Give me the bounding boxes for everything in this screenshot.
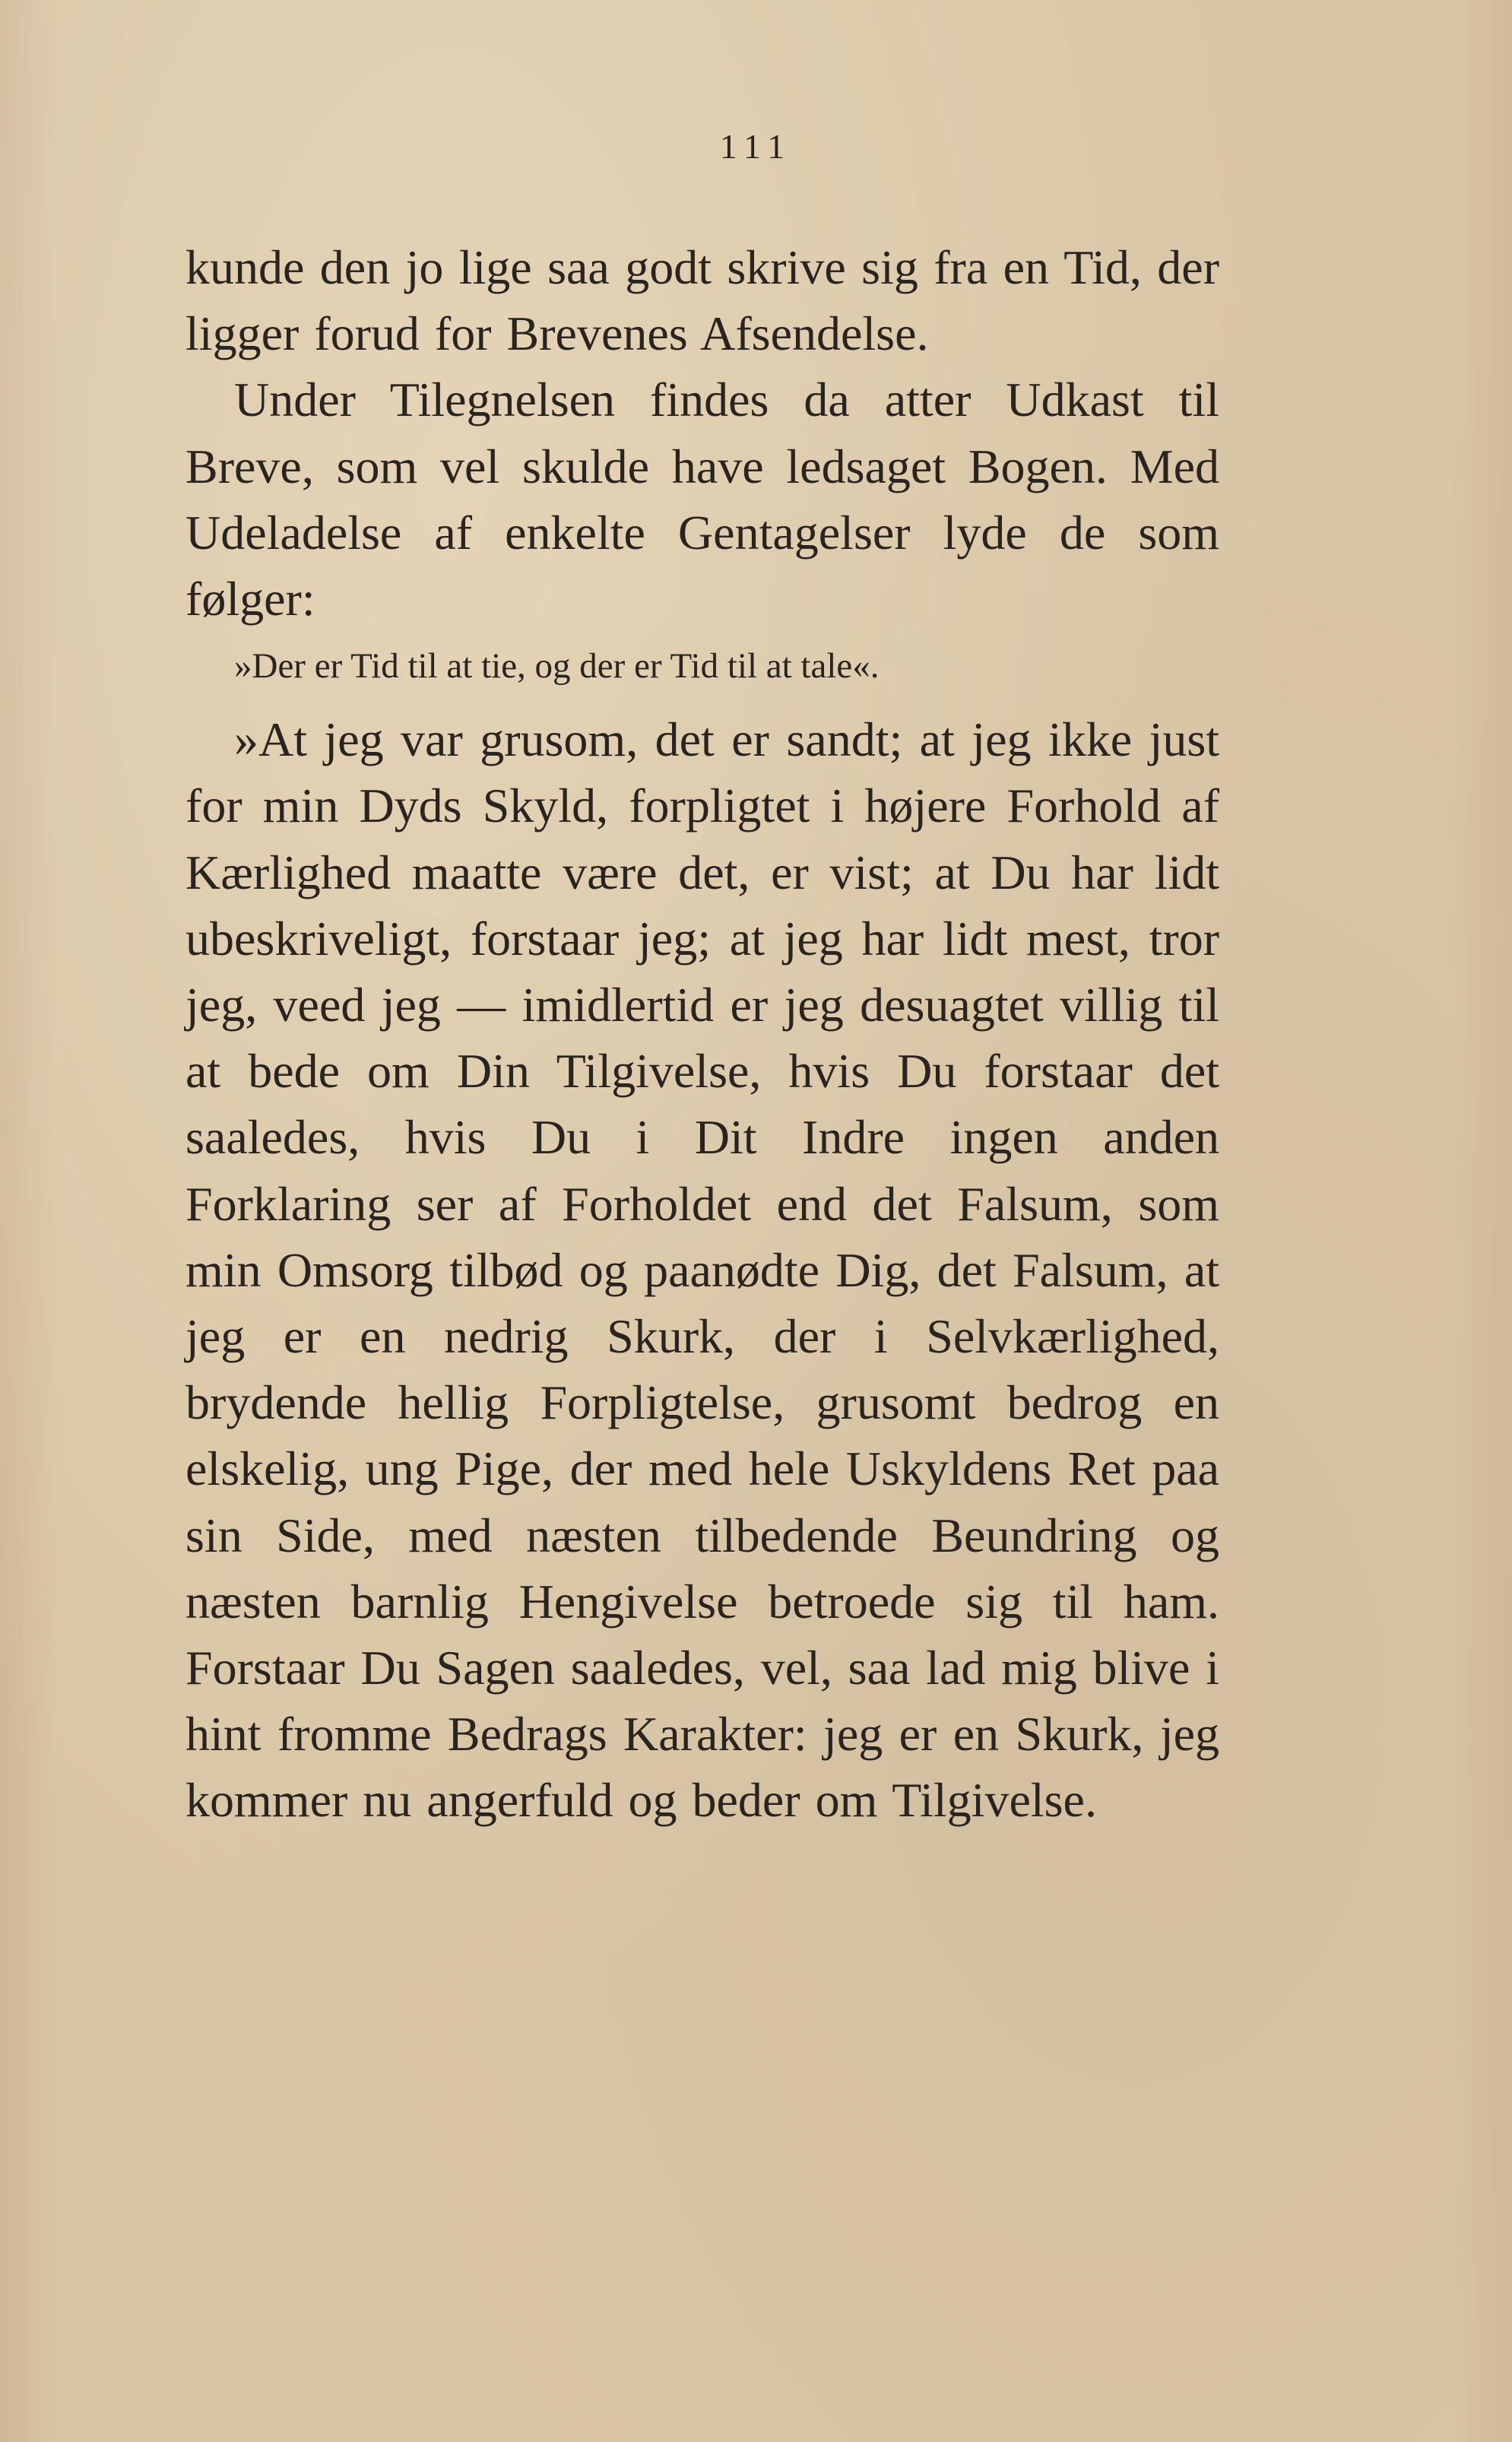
paragraph-1: kunde den jo lige saa godt skrive sig fra en Tid, der ligger forud for Brevenes Afsendelse.: [185, 240, 1219, 361]
paragraph-3: »At jeg var grusom, det er sandt; at jeg ikke just for min Dyds Skyld, forpligtet i højere Forhold af Kærlighed maatte være det, er vist; at Du har lidt ubeskriveligt, forstaar jeg; at jeg har lidt mest, tror jeg, veed jeg — imidlertid er jeg desuagtet villig til at bede om Din Tilgivelse, hvis Du forstaar det saaledes, hvis Du i Dit Indre ingen anden Forklaring ser af Forholdet end det Falsum, som min Omsorg tilbød og paanødte Dig, det Falsum, at jeg er en nedrig Skurk, der i Selvkærlighed, brydende hellig Forpligtelse, grusomt bedrog en elskelig, ung Pige, der med hele Uskyldens Ret paa sin Side, med næsten tilbedende Beundring og næsten barnlig Hengivelse betroede sig til ham. Forstaar Du Sagen saaledes, vel, saa lad mig blive i hint fromme Bedrags Karakter: jeg er en Skurk, jeg kommer nu angerfuld og beder om Tilgivelse.: [185, 712, 1219, 1828]
epigraph-quote: »Der er Tid til at tie, og der er Tid til at tale«.: [234, 646, 880, 687]
paragraph-2: Under Tilegnelsen findes da atter Udkast til Breve, som vel skulde have ledsaget Bogen. Med Udeladelse af enkelte Gentagelser lyde de som følger:: [185, 373, 1219, 626]
page-number: 111: [719, 127, 793, 166]
body-text: [185, 234, 1219, 1834]
